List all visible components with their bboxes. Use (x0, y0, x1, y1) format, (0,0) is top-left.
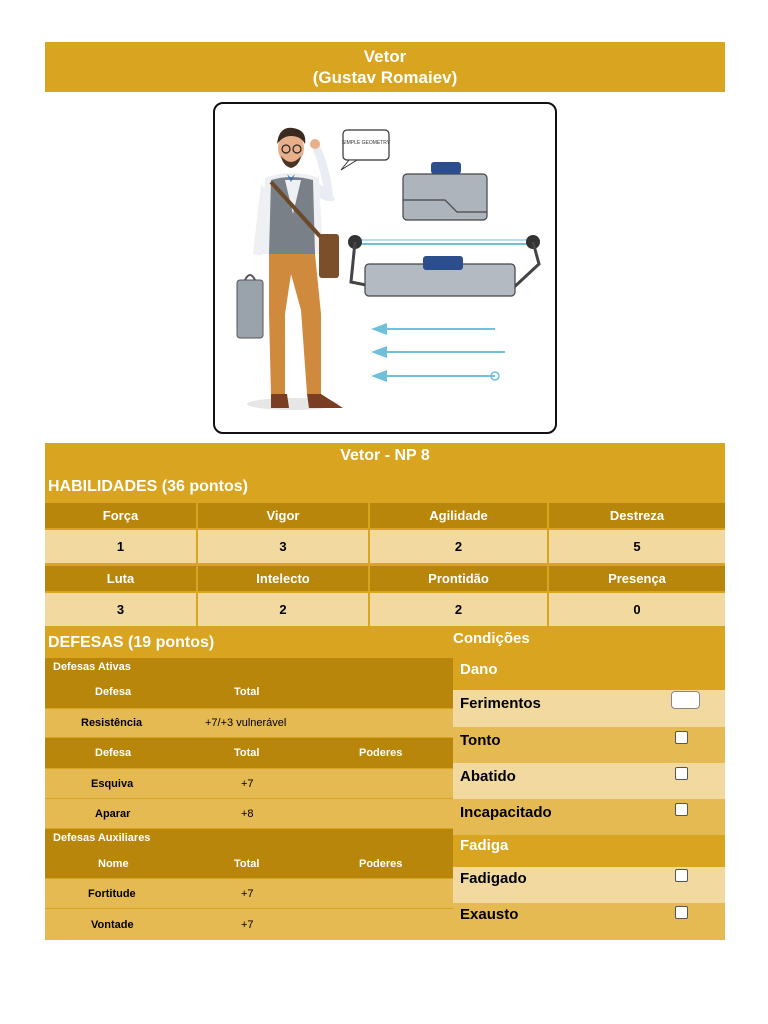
conditions-header (453, 628, 725, 690)
fatigue-header (453, 835, 725, 867)
abatido-checkbox[interactable] (675, 767, 688, 780)
ability-value-forca: 1 (45, 530, 196, 563)
incapacitado-checkbox[interactable] (675, 803, 688, 816)
condition-label: Exausto (460, 906, 519, 923)
ability-label-presenca: Presença (549, 566, 725, 591)
ability-label-vigor: Vigor (198, 503, 368, 528)
defense-name: Resistência (81, 717, 143, 729)
defense-name: Aparar (95, 808, 131, 820)
condition-row-incapacitado (453, 799, 725, 835)
defense-name: Fortitude (88, 888, 136, 900)
defense-total: +7 (241, 919, 254, 931)
condition-label: Tonto (460, 732, 501, 749)
col-name-header: Nome (98, 858, 129, 870)
tonto-checkbox[interactable] (675, 731, 688, 744)
ability-value-vigor: 3 (198, 530, 368, 563)
ability-label-prontidao: Prontidão (370, 566, 547, 591)
conditions-title: Condições (453, 630, 530, 647)
defense-name: Esquiva (91, 778, 134, 790)
damage-title: Dano (460, 661, 498, 678)
sheet-title: Vetor - NP 8 (340, 447, 430, 464)
defense-total: +7 (241, 888, 254, 900)
ability-value-destreza: 5 (549, 530, 725, 563)
ability-label-intelecto: Intelecto (198, 566, 368, 591)
condition-label: Ferimentos (460, 695, 541, 712)
col-total-header: Total (234, 686, 260, 698)
case-device (403, 162, 487, 220)
note-text: SIMPLE GEOMETRY (341, 140, 391, 146)
col-powers-header: Poderes (359, 858, 403, 870)
defenses-column-header (45, 738, 453, 768)
defenses-active-header (45, 658, 453, 708)
defense-row-fortitude (45, 879, 453, 908)
character-real-name: (Gustav Romaiev) (312, 68, 458, 87)
defenses-title: DEFESAS (19 pontos) (48, 634, 215, 651)
ability-label-forca: Força (45, 503, 196, 528)
fadigado-checkbox[interactable] (675, 869, 688, 882)
ability-value-agilidade: 2 (370, 530, 547, 563)
active-defenses-label: Defesas Ativas (53, 661, 131, 673)
ability-value-intelecto: 2 (198, 593, 368, 626)
ability-label-destreza: Destreza (549, 503, 725, 528)
condition-label: Abatido (460, 768, 516, 785)
col-powers-header: Poderes (359, 747, 403, 759)
col-defense-header: Defesa (95, 747, 132, 759)
character-illustration (215, 104, 555, 432)
defense-name: Vontade (91, 919, 134, 931)
condition-row-fadigado (453, 867, 725, 903)
defense-row-esquiva (45, 769, 453, 798)
title-bar (45, 42, 725, 92)
defense-row-aparar (45, 799, 453, 828)
condition-label: Fadigado (460, 870, 527, 887)
ferimentos-input[interactable] (671, 691, 700, 709)
condition-row-ferimentos (453, 690, 725, 727)
defense-total: +8 (241, 808, 254, 820)
col-total-header: Total (234, 858, 260, 870)
condition-row-abatido (453, 763, 725, 799)
note-bubble (341, 130, 391, 170)
abilities-title: HABILIDADES (36 pontos) (48, 478, 248, 495)
col-defense-header: Defesa (95, 686, 132, 698)
defense-row-resistencia (45, 709, 453, 737)
ability-label-luta: Luta (45, 566, 196, 591)
character-portrait (213, 102, 557, 434)
aux-defenses-label: Defesas Auxiliares (53, 832, 151, 844)
defenses-aux-header (45, 829, 453, 878)
condition-label: Incapacitado (460, 804, 552, 821)
defense-total: +7 (241, 778, 254, 790)
col-total-header: Total (234, 747, 260, 759)
exausto-checkbox[interactable] (675, 906, 688, 919)
condition-row-exausto (453, 903, 725, 940)
condition-row-tonto (453, 727, 725, 763)
ability-label-agilidade: Agilidade (370, 503, 547, 528)
arrow-set (371, 323, 505, 382)
ability-value-prontidao: 2 (370, 593, 547, 626)
defense-total: +7/+3 vulnerável (205, 717, 287, 729)
bow-device (348, 235, 540, 296)
ability-value-luta: 3 (45, 593, 196, 626)
character-name: Vetor (363, 47, 407, 66)
person-figure (237, 128, 343, 410)
ability-value-presenca: 0 (549, 593, 725, 626)
defense-row-vontade (45, 909, 453, 940)
fatigue-title: Fadiga (460, 837, 509, 854)
